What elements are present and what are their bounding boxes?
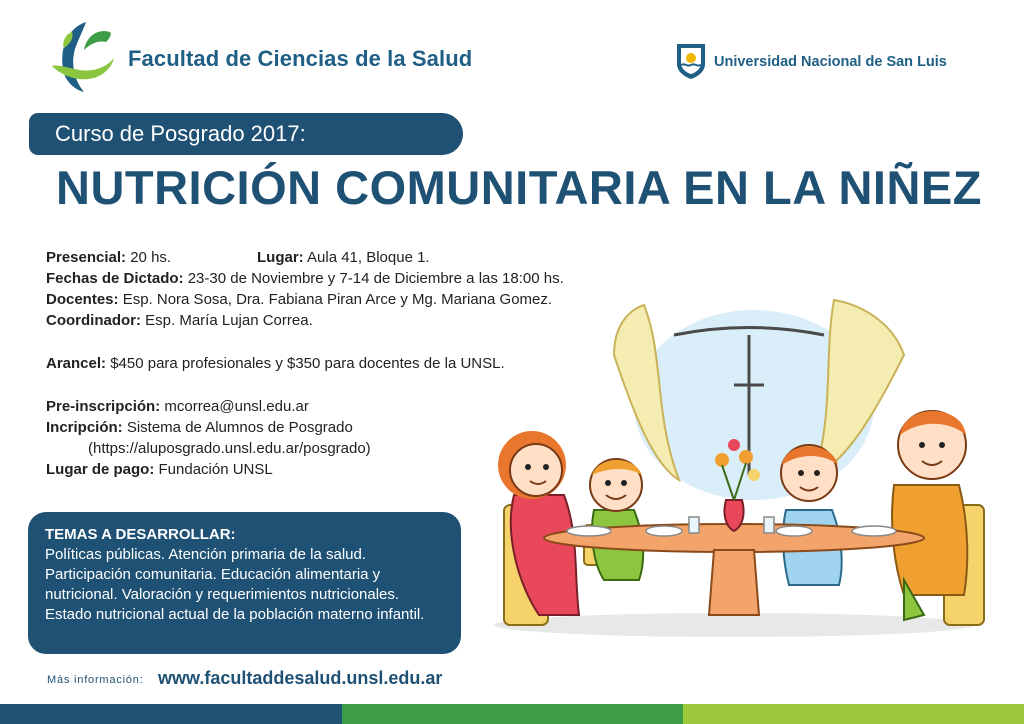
preinscripcion-email[interactable]: mcorrea@unsl.edu.ar xyxy=(160,398,309,415)
course-tag: Curso de Posgrado 2017: xyxy=(29,113,463,155)
university-name: Universidad Nacional de San Luis xyxy=(714,54,947,70)
fechas-line xyxy=(46,270,564,287)
arancel-label: Arancel: xyxy=(46,355,107,372)
temas-line: nutricional. Valoración y requerimientos nutricionales. xyxy=(45,586,400,603)
lugar-line xyxy=(257,249,430,266)
temas-title: TEMAS A DESARROLLAR: xyxy=(45,526,236,543)
inscripcion-value: Sistema de Alumnos de Posgrado xyxy=(122,419,353,436)
inscripcion-url[interactable]: (https://aluposgrado.unsl.edu.ar/posgrado) xyxy=(88,440,371,457)
pago-line xyxy=(46,461,273,478)
temas-box xyxy=(28,512,461,654)
inscripcion-label: Incripción: xyxy=(46,419,123,436)
temas-line: Estado nutricional actual de la población materno infantil. xyxy=(45,606,425,623)
docentes-value: Esp. Nora Sosa, Dra. Fabiana Piran Arce y Mg. Mariana Gomez. xyxy=(118,291,553,308)
preinscripcion-label: Pre-inscripción: xyxy=(46,398,161,415)
coordinador-value: Esp. María Lujan Correa. xyxy=(141,312,313,329)
presencial-line xyxy=(46,249,171,266)
hands-logo-icon xyxy=(50,18,116,94)
fechas-label: Fechas de Dictado: xyxy=(46,270,184,287)
arancel-value: $450 para profesionales y $350 para docentes de la UNSL. xyxy=(106,355,505,372)
inscripcion-line xyxy=(46,419,353,436)
presencial-label: Presencial: xyxy=(46,249,127,266)
footer-bar-light-green xyxy=(683,704,1024,724)
arancel-line xyxy=(46,355,505,372)
more-info-label: Más información: xyxy=(47,674,144,686)
coordinador-line xyxy=(46,312,313,329)
coordinador-label: Coordinador: xyxy=(46,312,141,329)
family-dinner-illustration xyxy=(464,295,1000,640)
pago-value: Fundación UNSL xyxy=(154,461,273,478)
presencial-value: 20 hs. xyxy=(126,249,172,266)
pago-label: Lugar de pago: xyxy=(46,461,155,478)
lugar-value: Aula 41, Bloque 1. xyxy=(303,249,430,266)
footer-bar-blue xyxy=(0,704,342,724)
sun-shield-logo-icon xyxy=(675,42,707,80)
course-title: NUTRICIÓN COMUNITARIA EN LA NIÑEZ xyxy=(56,161,982,214)
preinscripcion-line xyxy=(46,398,309,415)
temas-line: Políticas públicas. Atención primaria de la salud. xyxy=(45,546,367,563)
website-link[interactable]: www.facultaddesalud.unsl.edu.ar xyxy=(158,668,443,688)
fechas-value: 23-30 de Noviembre y 7-14 de Diciembre a las 18:00 hs. xyxy=(183,270,564,287)
footer-bar-green xyxy=(342,704,683,724)
lugar-label: Lugar: xyxy=(257,249,304,266)
temas-line: Participación comunitaria. Educación alimentaria y xyxy=(45,566,381,583)
docentes-label: Docentes: xyxy=(46,291,119,308)
faculty-name: Facultad de Ciencias de la Salud xyxy=(128,46,473,71)
